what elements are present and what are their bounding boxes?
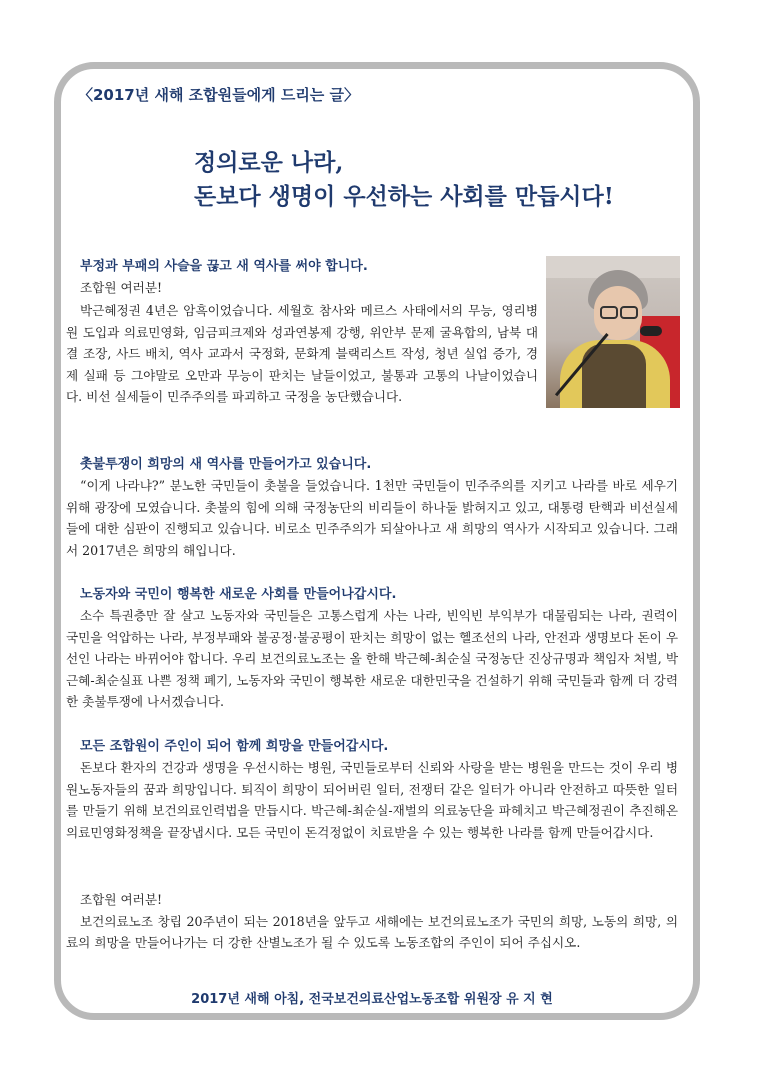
section-heading: 모든 조합원이 주인이 되어 함께 희망을 만들어갑시다. (80, 739, 389, 754)
microphone-icon (640, 326, 662, 336)
letter-header: 〈2017년 새해 조합원들에게 드리는 글〉 (78, 86, 360, 104)
paragraph: 소수 특권층만 잘 살고 노동자와 국민들은 고통스럽게 사는 나라, 빈익빈 부익부가 대물림되는 나라, 권력이 국민을 억압하는 나라, 부정부패와 불공정·불공평이 판치는 희망이 없는 헬조선의 나라, 안전과 생명보다 돈이 우선인 나라는 바뀌어야 합니다. 우리 보건의료노조는 올 한해 박근혜-최순실 국정농단 진상규명과 책임자 처벌, 박근혜-최순실표 나쁜 정책 폐기, 노동자와 국민이 행복한 새로운 대한민국을 건설하기 위해 국민들과 함께 더 강력한 촛불투쟁에 나서겠습니다. (66, 608, 678, 709)
section-3 (66, 585, 678, 713)
paragraph: “이게 나라냐?” 분노한 국민들이 촛불을 들었습니다. 1천만 국민들이 민주주의를 지키고 나라를 바로 세우기 위해 광장에 모였습니다. 촛불의 힘에 의해 국정농단의 비리들이 하나둘 밝혀지고 있고, 대통령 탄핵과 비선실세들에 대한 심판이 진행되고 있습니다. 비로소 민주주의가 되살아나고 새 희망의 역사가 시작되고 있습니다. 그래서 2017년은 희망의 해입니다. (66, 478, 678, 558)
section-5 (66, 889, 678, 954)
page-title (194, 146, 654, 214)
title-line-1: 정의로운 나라, (194, 149, 344, 176)
greeting: 조합원 여러분! (80, 892, 163, 907)
greeting: 조합원 여러분! (80, 280, 163, 295)
section-heading: 노동자와 국민이 행복한 새로운 사회를 만들어나갑시다. (80, 587, 397, 602)
paragraph: 보건의료노조 창립 20주년이 되는 2018년을 앞두고 새해에는 보건의료노조가 국민의 희망, 노동의 희망, 의료의 희망을 만들어나가는 더 강한 산별노조가 될 수 있도록 노동조합의 주인이 되어 주십시오. (66, 913, 678, 950)
section-1-body (66, 300, 538, 408)
title-line-2: 돈보다 생명이 우선하는 사회를 만듭시다! (194, 183, 614, 210)
section-1 (66, 257, 536, 299)
paragraph: 박근혜정권 4년은 암흑이었습니다. 세월호 참사와 메르스 사태에서의 무능, 영리병원 도입과 의료민영화, 임금피크제와 성과연봉제 강행, 위안부 문제 굴욕합의, 남북 대결 조장, 사드 배치, 역사 교과서 국정화, 문화계 블랙리스트 작성, 청년 실업 증가, 경제 실패 등 그야말로 오만과 무능이 판치는 날들이었고, 불통과 고통의 나날이었습니다. 비선 실세들이 민주주의를 파괴하고 국정을 농단했습니다. (66, 303, 538, 404)
section-2 (66, 455, 678, 561)
speaker-photo (546, 256, 680, 408)
signature-line: 2017년 새해 아침, 전국보건의료산업노동조합 위원장 유 지 현 (191, 992, 553, 1007)
section-heading: 촛불투쟁이 희망의 새 역사를 만들어가고 있습니다. (80, 457, 372, 472)
section-4 (66, 737, 678, 843)
section-heading: 부정과 부패의 사슬을 끊고 새 역사를 써야 합니다. (80, 259, 368, 274)
paragraph: 돈보다 환자의 건강과 생명을 우선시하는 병원, 국민들로부터 신뢰와 사랑을 받는 병원을 만드는 것이 우리 병원노동자들의 꿈과 희망입니다. 퇴직이 희망이 되어버린 일터, 전쟁터 같은 일터가 아니라 안전하고 따뜻한 일터를 만들기 위해 보건의료인력법을 만듭시다. 박근혜-최순실-재벌의 의료농단을 파헤치고 박근혜정권이 추진해온 의료민영화정책을 끝장냅시다. 모든 국민이 돈걱정없이 치료받을 수 있는 행복한 나라를 함께 만들어갑시다. (66, 760, 678, 840)
